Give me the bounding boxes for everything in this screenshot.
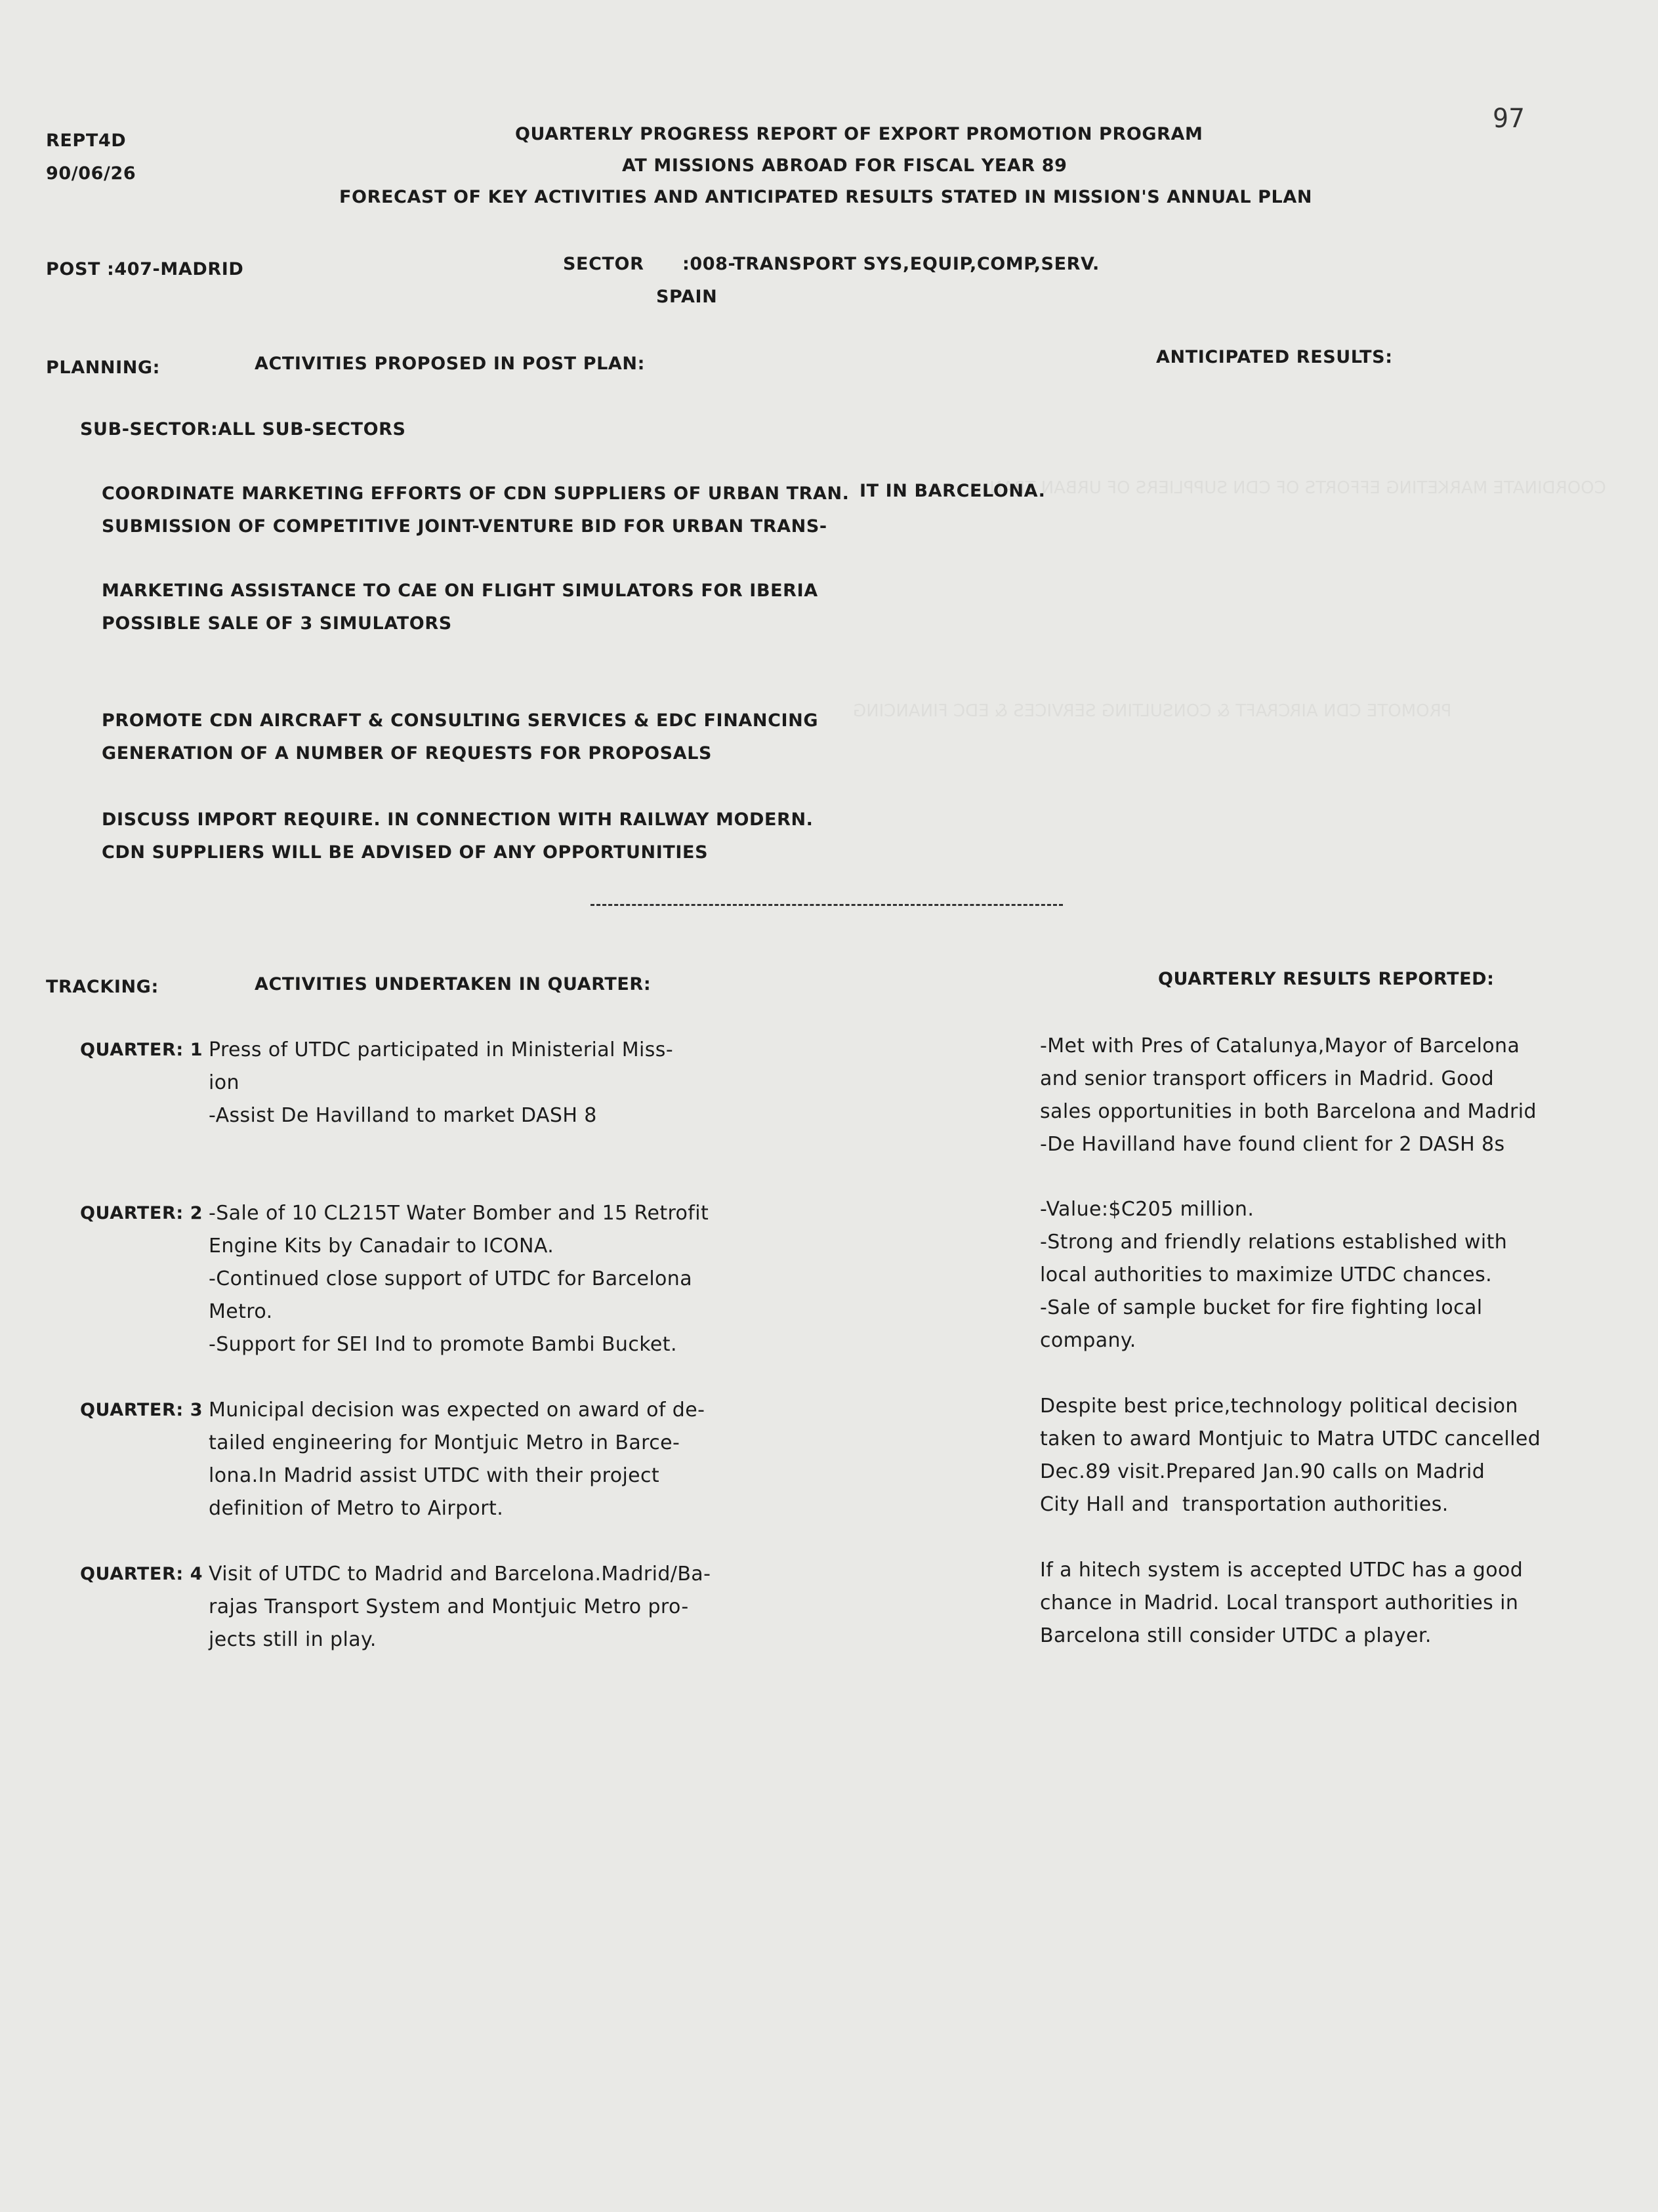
subsector: SUB-SECTOR:ALL SUB-SECTORS xyxy=(80,419,406,440)
planning-activity: PROMOTE CDN AIRCRAFT & CONSULTING SERVICES & EDC FINANCING GENERATION OF A NUMBER OF REQUESTS FOR PROPOSALS xyxy=(102,710,819,764)
planning-activities-heading: ACTIVITIES PROPOSED IN POST PLAN: xyxy=(255,354,645,374)
quarter-label: QUARTER: 4 xyxy=(80,1564,203,1584)
tracking-label: TRACKING: xyxy=(46,977,159,997)
planning-activity: MARKETING ASSISTANCE TO CAE ON FLIGHT SIMULATORS FOR IBERIA POSSIBLE SALE OF 3 SIMULATORS xyxy=(102,581,818,634)
report-id: REPT4D xyxy=(46,131,127,151)
quarter-result: -Value:$C205 million. -Strong and friendly relations established with local authorities to maximize UTDC chances. -Sale of sample bucket for fire fighting local company. xyxy=(1040,1198,1508,1352)
sector-value: :008-TRANSPORT SYS,EQUIP,COMP,SERV. xyxy=(682,254,1100,274)
planning-results-heading: ANTICIPATED RESULTS: xyxy=(1156,347,1393,367)
quarter-label: QUARTER: 1 xyxy=(80,1040,203,1060)
quarter-activity: Municipal decision was expected on award of de- tailed engineering for Montjuic Metro in Barce- lona.In Madrid assist UTDC with their project definition of Metro to Airport. xyxy=(209,1399,705,1520)
title-line-2: AT MISSIONS ABROAD FOR FISCAL YEAR 89 xyxy=(622,155,1067,176)
planning-label: PLANNING: xyxy=(46,358,161,378)
title-line-1: QUARTERLY PROGRESS REPORT OF EXPORT PROMOTION PROGRAM xyxy=(515,124,1203,144)
tracking-results-heading: QUARTERLY RESULTS REPORTED: xyxy=(1158,969,1495,989)
page-number: 97 xyxy=(1493,104,1525,134)
quarter-label: QUARTER: 3 xyxy=(80,1400,203,1420)
bleed-through-text: COORDINATE MARKETING EFFORTS OF CDN SUPPLIERS OF URBAN TRAN. xyxy=(984,478,1606,498)
quarter-result: If a hitech system is accepted UTDC has a good chance in Madrid. Local transport authorities in Barcelona still consider UTDC a player. xyxy=(1040,1559,1523,1647)
title-line-3: FORECAST OF KEY ACTIVITIES AND ANTICIPATED RESULTS STATED IN MISSION'S ANNUAL PLAN xyxy=(339,187,1313,207)
post-field: POST :407-MADRID xyxy=(46,259,244,279)
sector-label: SECTOR xyxy=(563,254,644,274)
quarter-activity: Press of UTDC participated in Ministerial Miss- ion -Assist De Havilland to market DASH 8 xyxy=(209,1038,674,1127)
quarter-result: Despite best price,technology political decision taken to award Montjuic to Matra UTDC cancelled Dec.89 visit.Prepared Jan.90 calls on Madrid City Hall and transportation authorities. xyxy=(1040,1395,1541,1516)
report-date: 90/06/26 xyxy=(46,163,136,184)
quarter-label: QUARTER: 2 xyxy=(80,1203,203,1223)
quarter-result: -Met with Pres of Catalunya,Mayor of Barcelona and senior transport officers in Madrid. Good sales opportunities in both Barcelona and Madrid -De Havilland have found client for 2 DASH 8s xyxy=(1040,1034,1537,1156)
country: SPAIN xyxy=(656,287,718,307)
quarter-activity: Visit of UTDC to Madrid and Barcelona.Madrid/Ba- rajas Transport System and Montjuic Metro pro- jects still in play. xyxy=(209,1563,711,1651)
section-divider xyxy=(591,904,1063,906)
quarter-activity: -Sale of 10 CL215T Water Bomber and 15 Retrofit Engine Kits by Canadair to ICONA. -Continued close support of UTDC for Barcelona Metro. -Support for SEI Ind to promote Bambi Bucket. xyxy=(209,1202,709,1356)
planning-activity: DISCUSS IMPORT REQUIRE. IN CONNECTION WITH RAILWAY MODERN. CDN SUPPLIERS WILL BE ADVISED OF ANY OPPORTUNITIES xyxy=(102,809,814,863)
bleed-through-text: PROMOTE CDN AIRCRAFT & CONSULTING SERVICES & EDC FINANCING xyxy=(853,701,1452,721)
tracking-activities-heading: ACTIVITIES UNDERTAKEN IN QUARTER: xyxy=(255,974,652,994)
planning-result: IT IN BARCELONA. xyxy=(860,481,1046,501)
planning-activity: COORDINATE MARKETING EFFORTS OF CDN SUPPLIERS OF URBAN TRAN. SUBMISSION OF COMPETITIVE JOINT-VENTURE BID FOR URBAN TRANS- xyxy=(102,483,850,537)
